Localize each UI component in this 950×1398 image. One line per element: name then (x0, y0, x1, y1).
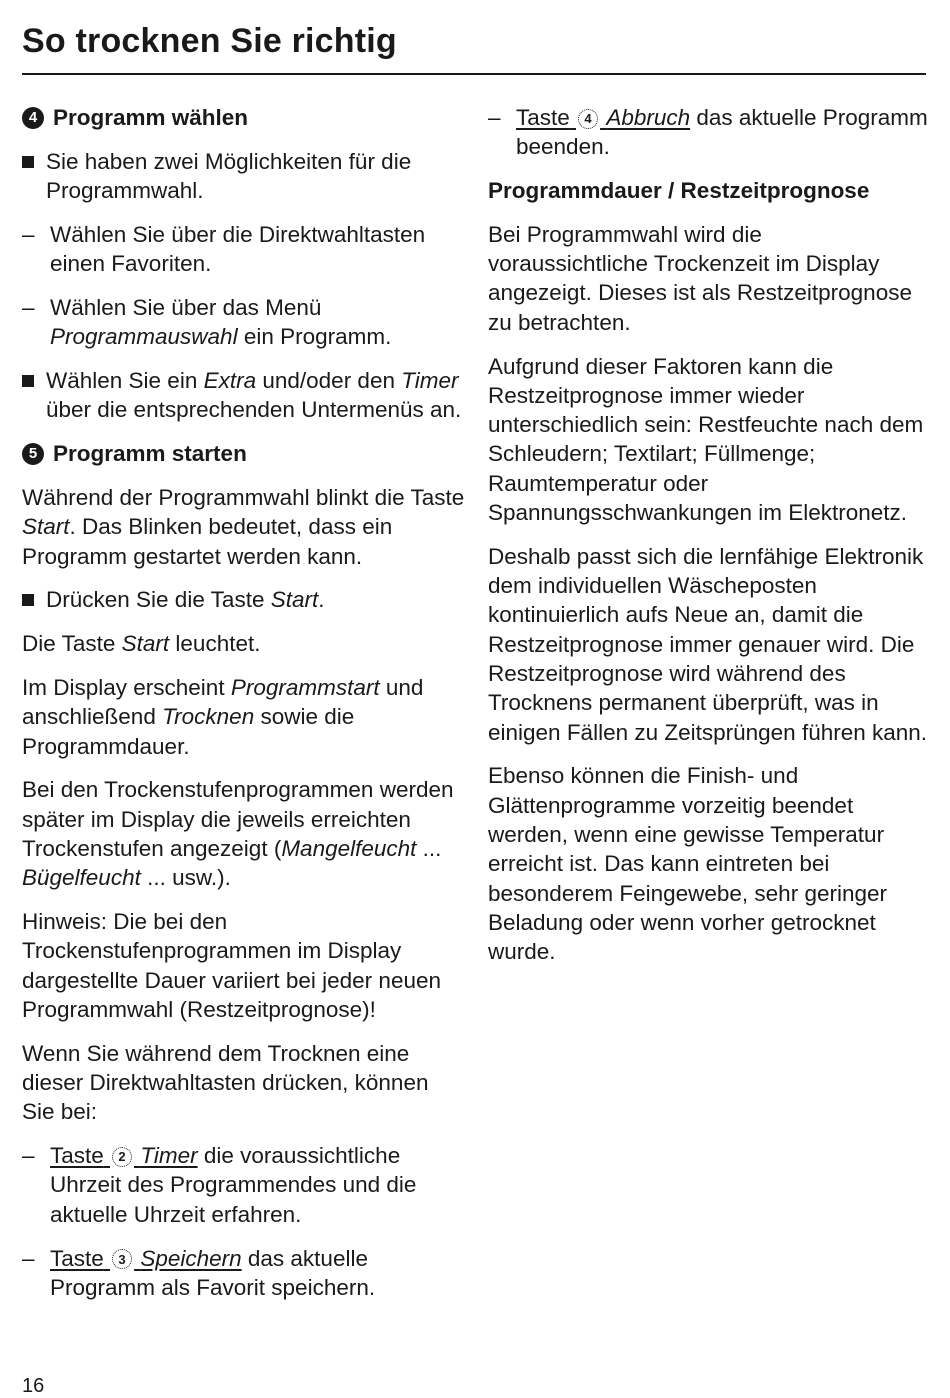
dash-item: – Wählen Sie über die Direktwahltasten einen Favoriten. (22, 221, 426, 277)
dash-mark: – (488, 105, 501, 130)
paragraph: Während der Programmwahl blinkt die Taste Start. Das Blinken bedeutet, dass ein Programm gestartet werden kann. (22, 484, 465, 569)
left-column (22, 103, 467, 1317)
step-5-number-icon: 5 (22, 443, 44, 465)
dash-item-save: – Taste 3 Speichern das aktuelle Programm als Favorit speichern. (22, 1245, 376, 1300)
page-number: 16 (22, 1375, 45, 1397)
section-subheading: Programmdauer / Restzeitprognose (488, 178, 870, 204)
paragraph: Aufgrund dieser Faktoren kann die Restzeitprognose immer wieder unterschiedlich sein: Restfeuchte nach dem Schleudern; Textilart; Füllmenge; Raumtemperatur oder Spannungsschwankungen im Elektronetz. (488, 353, 924, 526)
dash-mark: – (22, 1245, 35, 1271)
dash-item: – Wählen Sie über das Menü Programmauswahl ein Programm. (22, 294, 392, 350)
bullet-item: Sie haben zwei Möglichkeiten für die Programmwahl. (22, 147, 467, 206)
step-4-heading (22, 103, 467, 132)
key-3-icon: 3 (112, 1249, 132, 1269)
paragraph: Bei den Trockenstufenprogrammen werden später im Display die jeweils erreichten Trockenstufen angezeigt (Mangelfeucht ... Bügelfeucht ... usw.). (22, 777, 454, 891)
step-4-number-icon: 4 (22, 107, 44, 129)
paragraph: Ebenso können die Finish- und Glättenprogramme vorzeitig beendet werden, wenn eine gewisse Temperatur erreicht ist. Das kann eintreten bei besonderem Feingewebe, sehr geringer Beladung oder wenn vorher getrocknet wurde. (488, 763, 887, 965)
dash-item-timer: – Taste 2 Timer die voraussichtliche Uhrzeit des Programmendes und die aktuelle Uhrzeit erfahren. (22, 1143, 417, 1227)
dash-mark: – (22, 1143, 35, 1169)
step-4-title: Programm wählen (53, 105, 249, 130)
step-5-title: Programm starten (53, 441, 247, 467)
bullet-item: Wählen Sie ein Extra und/oder den Timer über die entsprechenden Untermenüs an. (22, 366, 467, 425)
paragraph: Wenn Sie während dem Trocknen eine dieser Direktwahltasten drücken, können Sie bei: (22, 1040, 429, 1125)
paragraph: Im Display erscheint Programmstart und anschließend Trocknen sowie die Programmdauer. (22, 674, 424, 759)
dash-mark: – (22, 221, 35, 247)
paragraph: Deshalb passt sich die lernfähige Elektronik dem individuellen Wäscheposten kontinuierlich aufs Neue an, damit die Restzeitprognose immer genauer wird. Die Restzeitprognose wird während des Trocknens permanent überprüft, was in einigen Fällen zu Zeitsprüngen führen kann. (488, 543, 928, 745)
page-title: So trocknen Sie richtig (22, 22, 397, 60)
right-column (488, 103, 928, 981)
paragraph: Bei Programmwahl wird die voraussichtliche Trockenzeit im Display angezeigt. Dieses ist als Restzeitprognose zu betrachten. (488, 221, 912, 335)
step-5-heading (22, 439, 467, 468)
paragraph: Die Taste Start leuchtet. (22, 631, 261, 657)
dash-mark: – (22, 294, 35, 320)
title-divider (22, 73, 926, 75)
bullet-item: Drücken Sie die Taste Start. (22, 585, 467, 614)
dash-item-cancel: – Taste 4 Abbruch das aktuelle Programm beenden. (488, 105, 928, 160)
key-2-icon: 2 (112, 1147, 132, 1167)
note-paragraph: Hinweis: Die bei den Trockenstufenprogrammen im Display dargestellte Dauer variiert bei jeder neuen Programmwahl (Restzeitprognose)! (22, 909, 441, 1022)
key-4-icon: 4 (578, 109, 598, 129)
